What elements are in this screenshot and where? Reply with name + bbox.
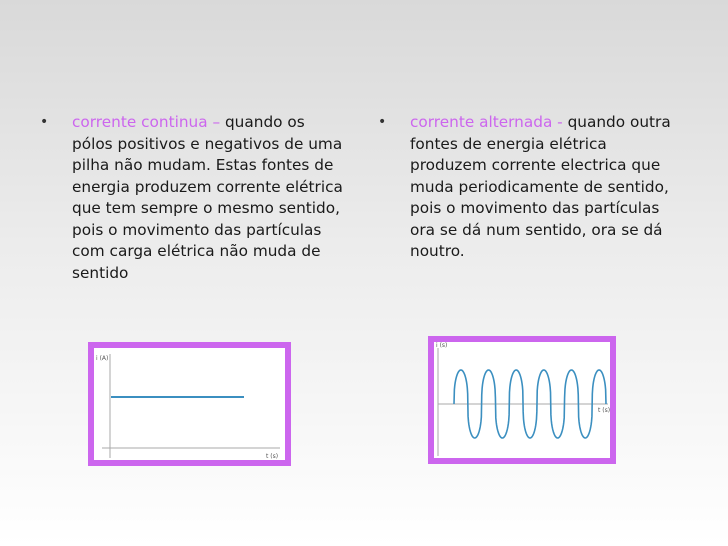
bullet-dot: • [378,114,387,130]
ac-graph [434,342,610,458]
bullet-dot: • [40,114,49,130]
ac-graph-frame [428,336,616,464]
ac-paragraph [410,112,678,263]
dc-description: quando os pólos positivos e negativos de uma pilha não mudam. Estas fontes de energia produzem corrente elétrica que tem sempre o mesmo sentido, pois o movimento das partículas com carga elétrica não muda de sentido [72,113,343,282]
ac-description: quando outra fontes de energia elétrica produzem corrente electrica que muda periodicamente de sentido, pois o movimento das partículas ora se dá num sentido, ora se dá noutro. [410,113,671,260]
y-axis-label: i (s) [436,342,448,349]
x-axis-label: t (s) [266,453,279,460]
dc-graph-frame [88,342,291,466]
y-axis-label: i (A) [96,355,109,362]
ac-term: corrente alternada - [410,113,563,131]
x-axis-label: t (s) [598,407,610,414]
left-column [40,112,345,284]
dc-term: corrente continua – [72,113,221,131]
right-column [378,112,678,263]
dc-graph [94,348,285,460]
dc-paragraph [72,112,345,284]
